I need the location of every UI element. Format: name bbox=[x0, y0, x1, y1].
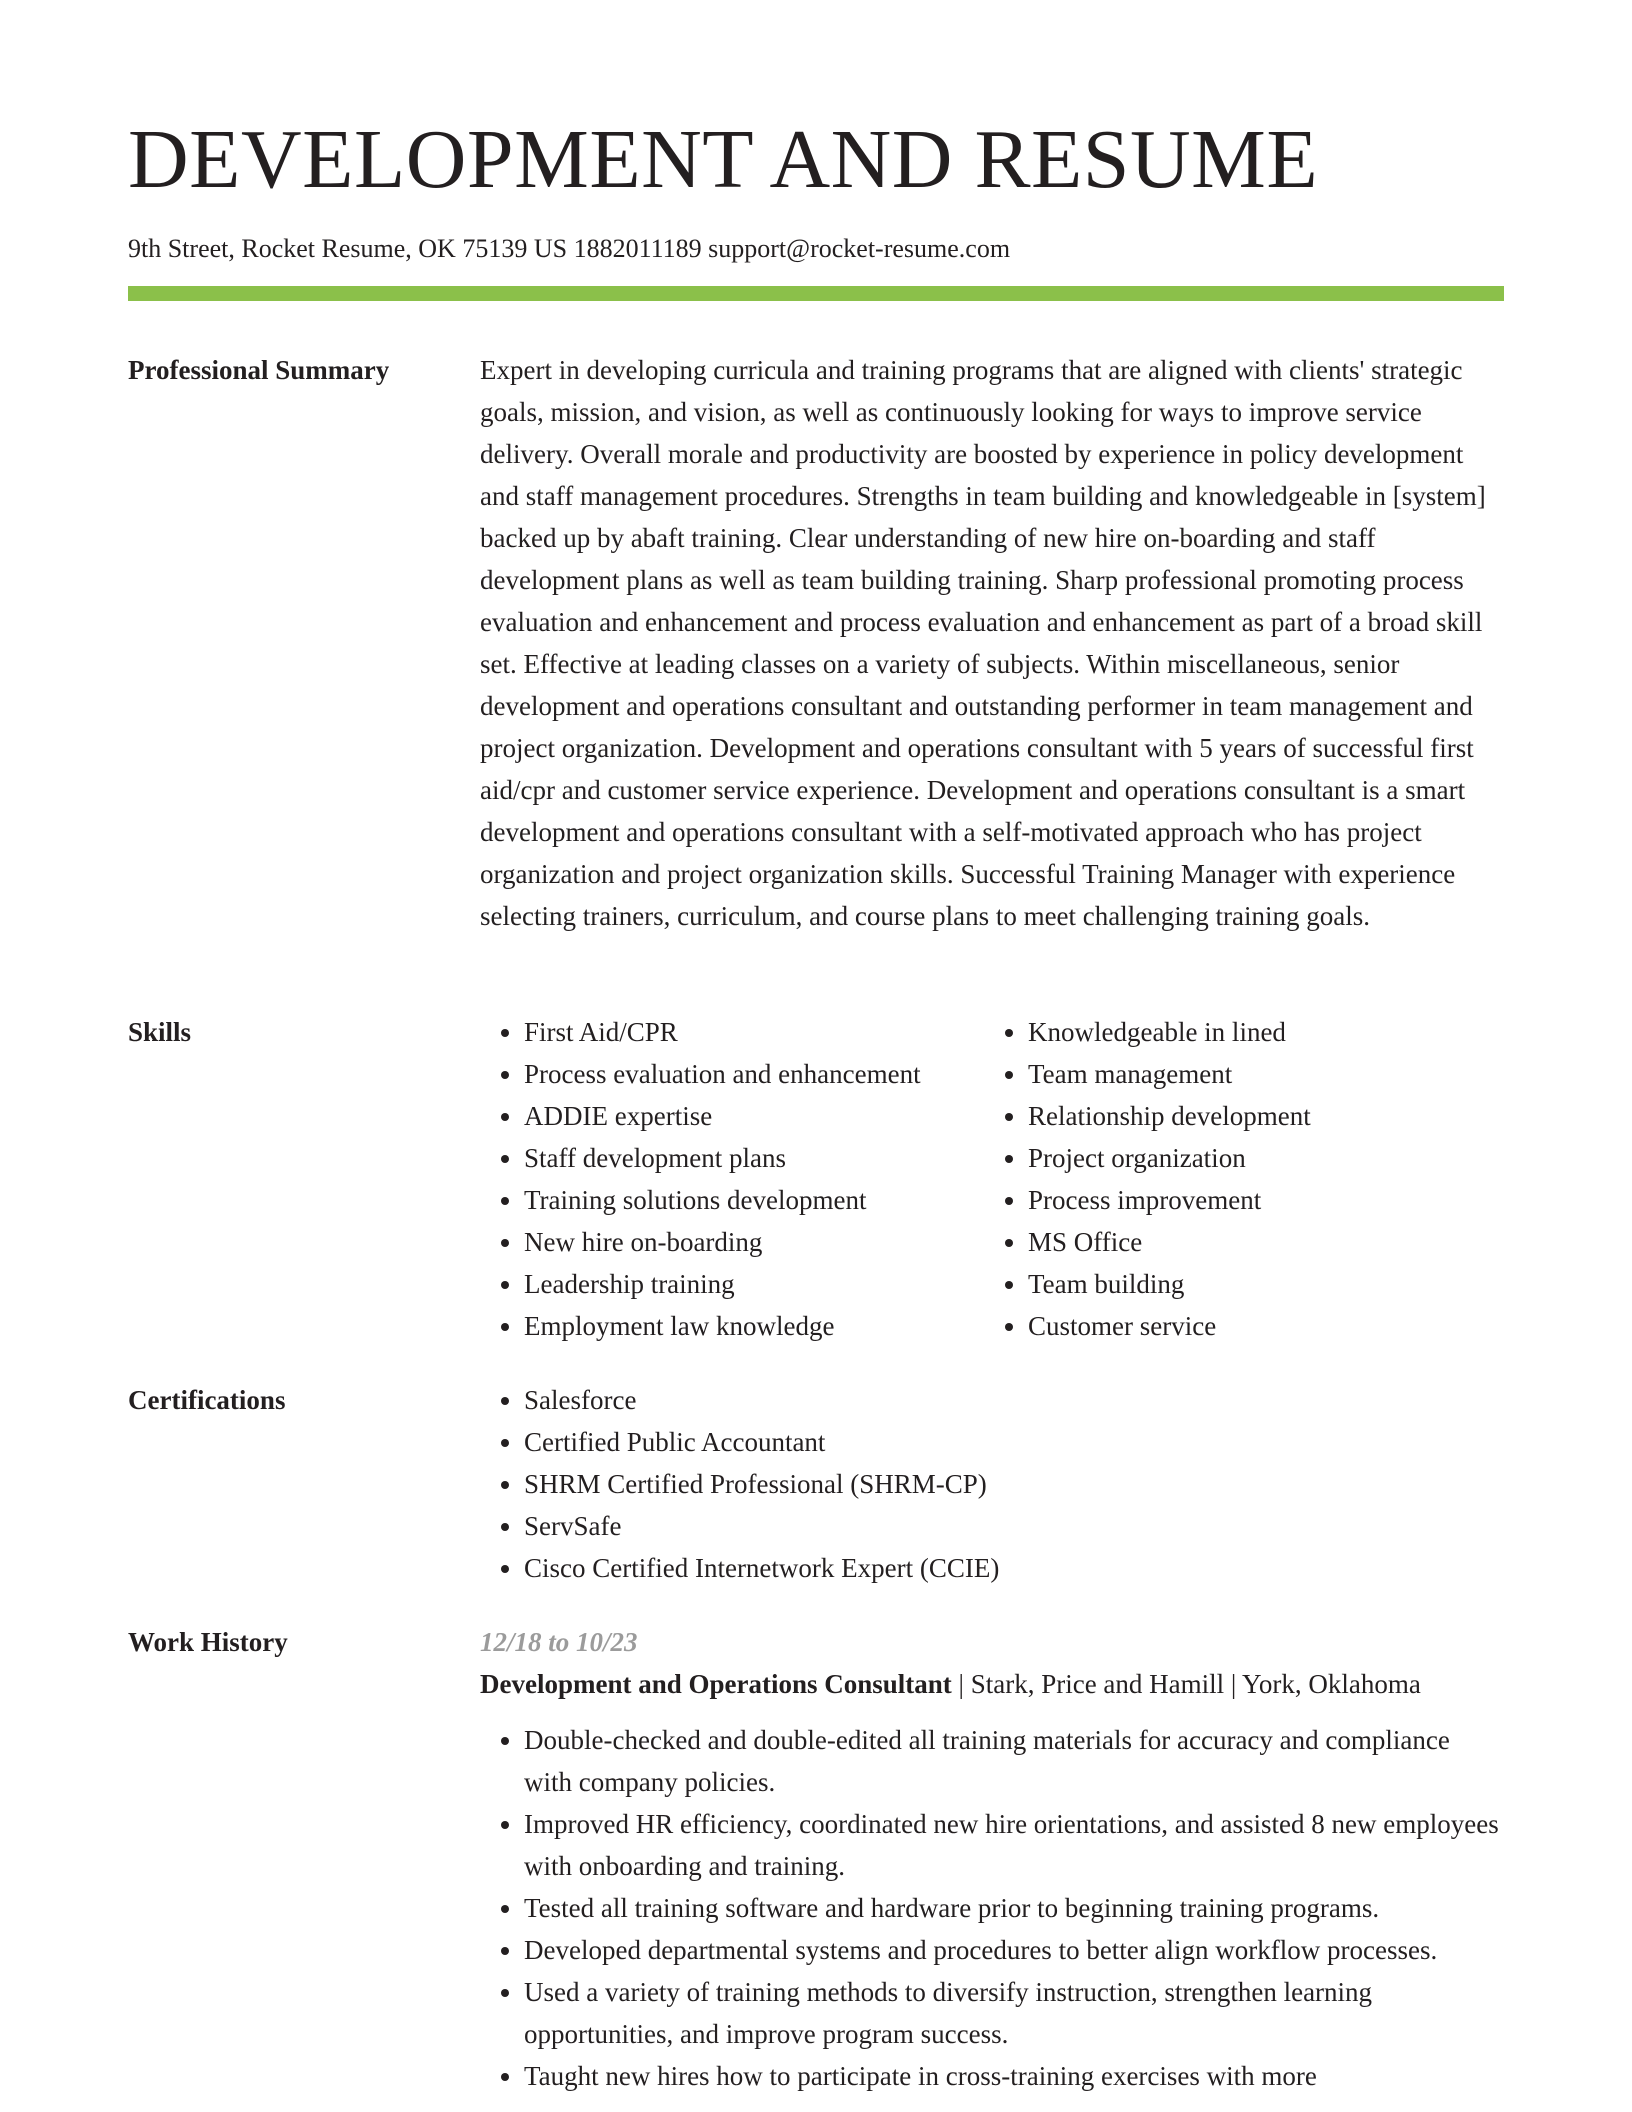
job-details: | Stark, Price and Hamill | York, Oklahoma bbox=[951, 1669, 1421, 1699]
certification-item: • ServSafe bbox=[524, 1505, 1504, 1547]
skill-item: • Leadership training bbox=[524, 1263, 1024, 1305]
section-title-skills: Skills bbox=[128, 1017, 192, 1047]
resume-name: DEVELOPMENT AND RESUME bbox=[128, 113, 1319, 206]
certifications-list bbox=[480, 1379, 1504, 1589]
job-duty: • Improved HR efficiency, coordinated new hire orientations, and assisted 8 new employees with onboarding and training. bbox=[524, 1803, 1504, 1887]
job-duty: • Double-checked and double-edited all training materials for accuracy and compliance with company policies. bbox=[524, 1719, 1504, 1803]
job-title: Development and Operations Consultant bbox=[480, 1669, 952, 1699]
summary-body bbox=[480, 349, 1504, 937]
job-dates: 12/18 to 10/23 bbox=[480, 1627, 638, 1657]
skill-item: • Knowledgeable in lined bbox=[1028, 1011, 1548, 1053]
summary-text: Expert in developing curricula and training programs that are aligned with clients' strategic goals, mission, and vision, as well as continuously looking for ways to improve service delivery. Overall morale and productivity are boosted by experience in policy development and staff management procedures. Strengths in team building and knowledgeable in [system] backed up by abaft training. Clear understanding of new hire on-boarding and staff development plans as well as team building training. Sharp professional promoting process evaluation and enhancement and process evaluation and enhancement as part of a broad skill set. Effective at leading classes on a variety of subjects. Within miscellaneous, senior development and operations consultant and outstanding performer in team management and project organization. Development and operations consultant with 5 years of successful first aid/cpr and customer service experience. Development and operations consultant is a smart development and operations consultant with a self-motivated approach who has project organization and project organization skills. Successful Training Manager with experience selecting trainers, curriculum, and course plans to meet challenging training goals. bbox=[480, 355, 1486, 931]
certification-item: • Salesforce bbox=[524, 1379, 1504, 1421]
job-duty: • Tested all training software and hardware prior to beginning training programs. bbox=[524, 1887, 1504, 1929]
skills-list-right bbox=[984, 1011, 1548, 1347]
section-title-summary: Professional Summary bbox=[128, 355, 390, 385]
skill-item: • New hire on-boarding bbox=[524, 1221, 1024, 1263]
skill-item: • Project organization bbox=[1028, 1137, 1548, 1179]
skill-item: • Process improvement bbox=[1028, 1179, 1548, 1221]
skill-item: • MS Office bbox=[1028, 1221, 1548, 1263]
work-history-body bbox=[480, 1621, 1504, 2097]
section-title-work-history: Work History bbox=[128, 1627, 288, 1657]
certification-item: • Certified Public Accountant bbox=[524, 1421, 1504, 1463]
skill-item: • Team building bbox=[1028, 1263, 1548, 1305]
skill-item: • Customer service bbox=[1028, 1305, 1548, 1347]
skill-item: • ADDIE expertise bbox=[524, 1095, 1024, 1137]
contact-info: 9th Street, Rocket Resume, OK 75139 US 1882011189 support@rocket-resume.com bbox=[128, 234, 1011, 263]
skill-item: • Employment law knowledge bbox=[524, 1305, 1024, 1347]
skill-item: • Relationship development bbox=[1028, 1095, 1548, 1137]
job-heading bbox=[480, 1663, 1504, 1705]
header-divider bbox=[128, 286, 1504, 301]
job-duty: • Developed departmental systems and procedures to better align workflow processes. bbox=[524, 1929, 1504, 1971]
skill-item: • Training solutions development bbox=[524, 1179, 1024, 1221]
skill-item: • Team management bbox=[1028, 1053, 1548, 1095]
job-duty: • Taught new hires how to participate in cross-training exercises with more bbox=[524, 2055, 1504, 2097]
section-title-certifications: Certifications bbox=[128, 1385, 286, 1415]
certification-item: • SHRM Certified Professional (SHRM-CP) bbox=[524, 1463, 1504, 1505]
skill-item: • Process evaluation and enhancement bbox=[524, 1053, 1024, 1095]
certification-item: • Cisco Certified Internetwork Expert (CCIE) bbox=[524, 1547, 1504, 1589]
skill-item: • Staff development plans bbox=[524, 1137, 1024, 1179]
certifications-body bbox=[480, 1379, 1504, 1589]
skill-item: • First Aid/CPR bbox=[524, 1011, 1024, 1053]
job-duty: • Used a variety of training methods to diversify instruction, strengthen learning opportunities, and improve program success. bbox=[524, 1971, 1504, 2055]
job-duties-list bbox=[480, 1719, 1504, 2097]
skills-list-left bbox=[480, 1011, 1024, 1347]
